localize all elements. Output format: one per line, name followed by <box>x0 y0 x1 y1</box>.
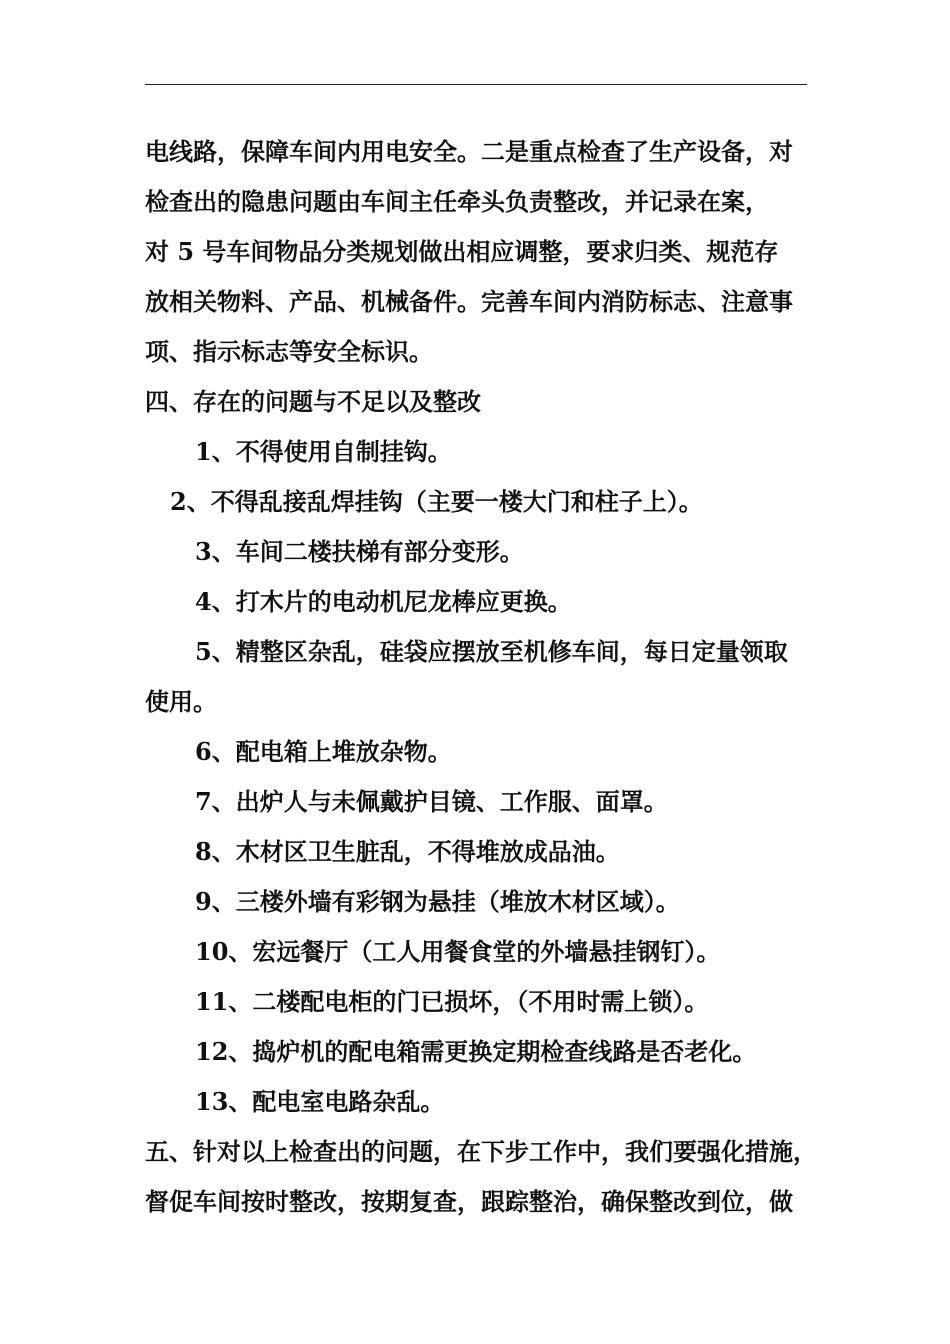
header-rule <box>145 84 807 85</box>
list-item-continuation: 使用。 <box>145 687 217 716</box>
list-item: 10、宏远餐厅（工人用餐食堂的外墙悬挂钢钉）。 <box>195 937 721 966</box>
section-5-line: 五、针对以上检查出的问题，在下步工作中，我们要强化措施， <box>145 1137 817 1166</box>
document-body <box>145 127 815 1227</box>
text-line: 电线路，保障车间内用电安全。二是重点检查了生产设备，对 <box>145 137 793 166</box>
list-item: 1、不得使用自制挂钩。 <box>195 437 452 466</box>
section-heading-4: 四、存在的问题与不足以及整改 <box>145 387 481 416</box>
list-item: 5、精整区杂乱，硅袋应摆放至机修车间，每日定量领取 <box>195 637 788 666</box>
list-item: 11、二楼配电柜的门已损坏，（不用时需上锁）。 <box>195 987 709 1016</box>
list-item: 3、车间二楼扶梯有部分变形。 <box>195 537 524 566</box>
list-item: 13、配电室电路杂乱。 <box>195 1087 445 1116</box>
list-item: 2、不得乱接乱焊挂钩（主要一楼大门和柱子上）。 <box>170 487 703 516</box>
text-line: 对 5 号车间物品分类规划做出相应调整，要求归类、规范存 <box>145 237 779 266</box>
list-item: 9、三楼外墙有彩钢为悬挂（堆放木材区域）。 <box>195 887 680 916</box>
list-item: 12、捣炉机的配电箱需更换定期检查线路是否老化。 <box>195 1037 757 1066</box>
text-line: 项、指示标志等安全标识。 <box>145 337 433 366</box>
list-item: 7、出炉人与未佩戴护目镜、工作服、面罩。 <box>195 787 668 816</box>
text-line: 放相关物料、产品、机械备件。完善车间内消防标志、注意事 <box>145 287 793 316</box>
section-5-line: 督促车间按时整改，按期复查，跟踪整治，确保整改到位，做 <box>145 1187 793 1216</box>
text-line: 检查出的隐患问题由车间主任牵头负责整改，并记录在案， <box>145 187 769 216</box>
list-item: 8、木材区卫生脏乱，不得堆放成品油。 <box>195 837 620 866</box>
list-item: 6、配电箱上堆放杂物。 <box>195 737 452 766</box>
list-item: 4、打木片的电动机尼龙棒应更换。 <box>195 587 572 616</box>
